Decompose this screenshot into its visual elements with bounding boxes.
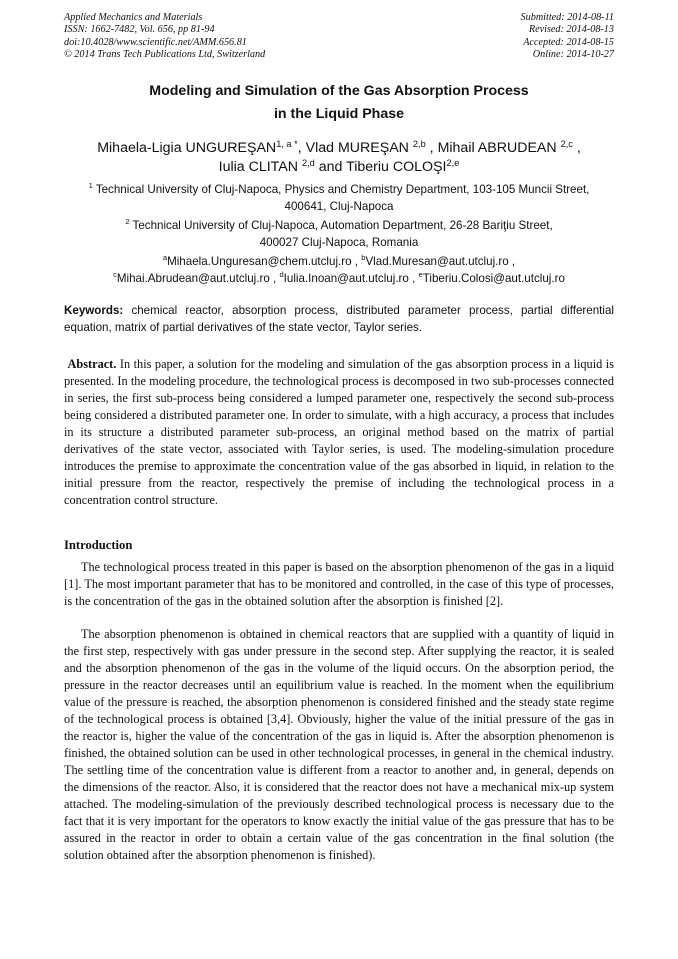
conjunction: and (318, 159, 343, 175)
affiliation-text: 400027 Cluj-Napoca, Romania (259, 235, 419, 249)
date-revised: Revised: 2014-08-13 (528, 24, 614, 36)
keywords (64, 302, 614, 336)
title-line-1: Modeling and Simulation of the Gas Absorption Process (149, 83, 529, 99)
affiliation-text: 400641, Cluj-Napoca (284, 199, 394, 213)
author-name: Mihail ABRUDEAN (437, 140, 557, 156)
email-link[interactable]: Iulia.Inoan@aut.utcluj.ro , (283, 271, 416, 285)
keywords-label: Keywords: (64, 304, 124, 317)
email-link[interactable]: Mihai.Abrudean@aut.utcluj.ro , (116, 271, 277, 285)
separator: , (297, 140, 302, 156)
title-line-2: in the Liquid Phase (273, 106, 405, 122)
abstract (64, 356, 614, 509)
author-affil-mark: 2,d (301, 158, 315, 168)
affiliation-text: Technical University of Cluj-Napoca, Physics and Chemistry Department, 103-105 Muncii Street, (95, 183, 590, 196)
author-name: Iulia CLITAN (218, 159, 299, 175)
separator: , (429, 140, 434, 156)
author-list (40, 139, 638, 177)
journal-issn: ISSN: 1662-7482, Vol. 656, pp 81-94 (64, 24, 215, 36)
journal-copyright: © 2014 Trans Tech Publications Ltd, Switzerland (64, 48, 266, 60)
date-online: Online: 2014-10-27 (532, 48, 614, 60)
abstract-label: Abstract. (67, 357, 117, 371)
affiliation-1 (64, 182, 614, 215)
intro-paragraph-2 (64, 626, 614, 864)
journal-name: Applied Mechanics and Materials (64, 12, 203, 23)
affiliation-2 (64, 218, 614, 251)
email-link[interactable]: Tiberiu.Colosi@aut.utcluj.ro (422, 271, 565, 285)
email-link[interactable]: Mihaela.Unguresan@chem.utcluj.ro , (167, 255, 358, 268)
paper-title (64, 80, 614, 126)
paragraph-text: The technological process treated in this paper is based on the absorption phenomenon of the gas in a liquid [1]. The most important parameter that has to be monitored and controlled, in the case of this type of processes, is the concentration of the gas in the obtained solution after the absorption is finished [2]. (64, 560, 614, 608)
submission-dates (521, 12, 614, 61)
email-link[interactable]: Vlad.Muresan@aut.utcluj.ro , (365, 255, 516, 268)
author-name: Tiberiu COLOŞI (346, 159, 447, 175)
author-line-2 (40, 158, 638, 177)
author-line-1 (40, 139, 638, 158)
author-affil-mark: 1, a * (276, 139, 298, 149)
journal-info (64, 12, 265, 61)
affiliation-number: 1 (88, 181, 93, 190)
keywords-text: chemical reactor, absorption process, distributed parameter process, partial differential equation, matrix of partial derivatives of the state vector, Taylor series. (64, 304, 614, 334)
author-emails: $^a$Mihaela.Unguresan@chem.utcluj.ro , $^b$Vlad.Muresan@aut.utcluj.ro , $^c$Mihai.Abrudean@aut.utcluj.ro , $^d$Iulia.Inoan@aut.utcluj.ro , $^e$Tiberiu.Colosi@aut.utcluj.ro (113, 253, 565, 285)
author-affil-mark: 2,c (560, 139, 573, 149)
separator: , (576, 140, 581, 156)
affiliation-text: Technical University of Cluj-Napoca, Automation Department, 26-28 Bariţiu Street, (132, 219, 553, 232)
paragraph-text: The absorption phenomenon is obtained in chemical reactors that are supplied with a quantity of liquid in the first step, respectively with gas under pressure in the second step. After supplying the reactor, it is sealed and the absorption phenomenon of the gas in the volume of the liquid occurs. On the absorption period, the pressure in the reactor decreases until an equilibrium value is reached. In the moment when the equilibrium value of the pressure is reached, the absorption phenomenon is considered finished and the steady state regime of the technological process is obtained [3,4]. Obviously, higher the value of the initial pressure of the gas in the reactor is, higher the value of the concentration of the gas in liquid is. After the absorption phenomenon is finished, the obtained solution can be used in other technological processes, in general in the chemical industry. The settling time of the concentration value is different from a reactor to another and, in general, depends on the dimensions of the reactor. Also, it is considered that the reactor does not have a mechanical mix-up system attached. The modeling-simulation of the previously described technological process is necessary due to the fact that it is very important for the operators to know exactly the initial value of the gas pressure that has to be assured in the reactor in order to obtain a certain value of the gas concentration in the final solution (the solution obtained after the absorption phenomenon is finished). (64, 627, 614, 862)
author-affil-mark: 2,b (412, 139, 426, 149)
date-submitted: Submitted: 2014-08-11 (520, 12, 614, 23)
author-name: Vlad MUREŞAN (305, 140, 409, 156)
journal-doi: doi:10.4028/www.scientific.net/AMM.656.81 (64, 36, 247, 48)
affiliation-number: 2 (125, 217, 130, 226)
intro-paragraph-1 (64, 559, 614, 610)
abstract-text: In this paper, a solution for the modeling and simulation of the gas absorption process in a liquid is presented. In the modeling procedure, the technological process is decomposed in two sub-processes connected in series, the first sub-process being considered a lumped parameter one, respectively the second sub-process being considered a distributed parameter one. In order to simulate, with a high accuracy, a process that includes in its structure a distributed parameter sub-process, an original method based on the matrix of partial derivatives of the state vector, associated with Taylor series, is used. The modeling-simulation procedure introduces the premise to approximate the concentration value of the gas absorbed in liquid, in relation to the initial pressure from the reactor, respectively the premise of including the technological process in a concentration control structure. (64, 357, 614, 507)
section-heading-introduction: Introduction (64, 538, 133, 552)
author-affil-mark: 2,e (446, 158, 460, 168)
date-accepted: Accepted: 2014-08-15 (523, 36, 614, 48)
author-name: Mihaela-Ligia UNGUREŞAN (97, 140, 277, 156)
